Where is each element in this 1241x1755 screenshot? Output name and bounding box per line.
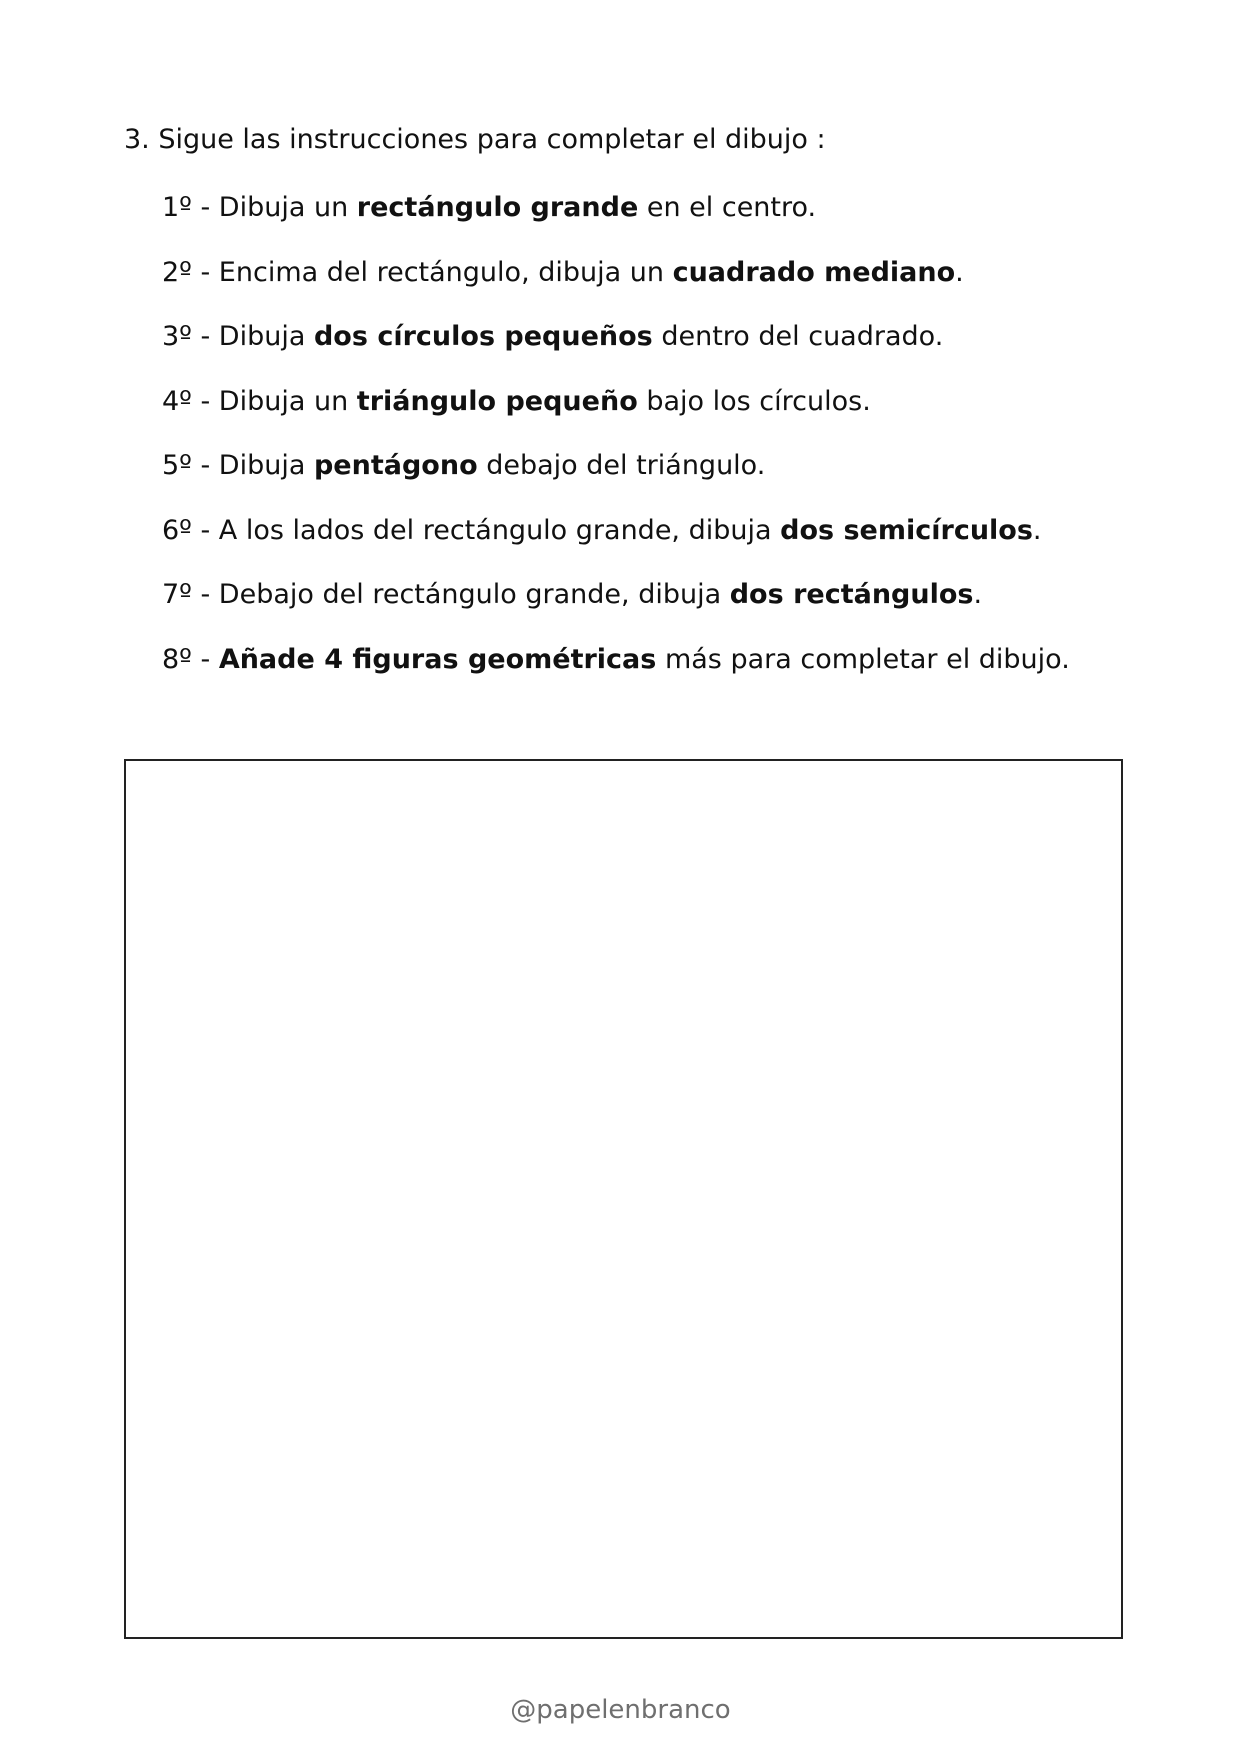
step-keyword: rectángulo grande	[356, 192, 639, 223]
instruction-step-2	[162, 255, 1070, 320]
step-keyword: dos rectángulos	[729, 579, 974, 610]
exercise-heading: 3. Sigue las instrucciones para completar el dibujo :	[124, 124, 826, 155]
step-text: dentro del cuadrado.	[652, 321, 944, 352]
step-text: más para completar el dibujo.	[656, 643, 1070, 675]
step-keyword: cuadrado mediano	[672, 256, 956, 288]
instruction-list	[162, 190, 1070, 706]
instruction-step-6	[162, 513, 1070, 578]
step-text: 4º - Dibuja un	[162, 385, 357, 417]
step-text: 1º - Dibuja un	[162, 192, 357, 223]
instruction-step-8	[162, 642, 1070, 707]
step-text: 7º - Debajo del rectángulo grande, dibuja	[162, 579, 730, 610]
step-text: en el centro.	[638, 192, 817, 223]
step-keyword: pentágono	[313, 450, 478, 481]
step-text: bajo los círculos.	[637, 385, 871, 417]
instruction-step-4	[162, 384, 1070, 449]
step-keyword: triángulo pequeño	[356, 385, 638, 417]
step-text: .	[973, 579, 983, 610]
step-text: 2º - Encima del rectángulo, dibuja un	[162, 256, 673, 288]
step-text: 8º -	[162, 643, 219, 675]
step-text: .	[1032, 514, 1042, 546]
instruction-step-7	[162, 577, 1070, 642]
instruction-step-1	[162, 190, 1070, 255]
step-text: 6º - A los lados del rectángulo grande, dibuja	[162, 514, 781, 546]
step-text: 5º - Dibuja	[162, 450, 314, 481]
step-keyword: Añade 4 figuras geométricas	[218, 643, 657, 675]
step-text: debajo del triángulo.	[477, 450, 766, 481]
instruction-step-5	[162, 448, 1070, 513]
footer-credit: @papelenbranco	[510, 1695, 731, 1725]
step-text: 3º - Dibuja	[162, 321, 314, 352]
step-keyword: dos círculos pequeños	[313, 321, 653, 352]
instruction-step-3	[162, 319, 1070, 384]
step-keyword: dos semicírculos	[780, 514, 1033, 546]
step-text: .	[955, 256, 964, 288]
drawing-area[interactable]	[124, 759, 1123, 1639]
